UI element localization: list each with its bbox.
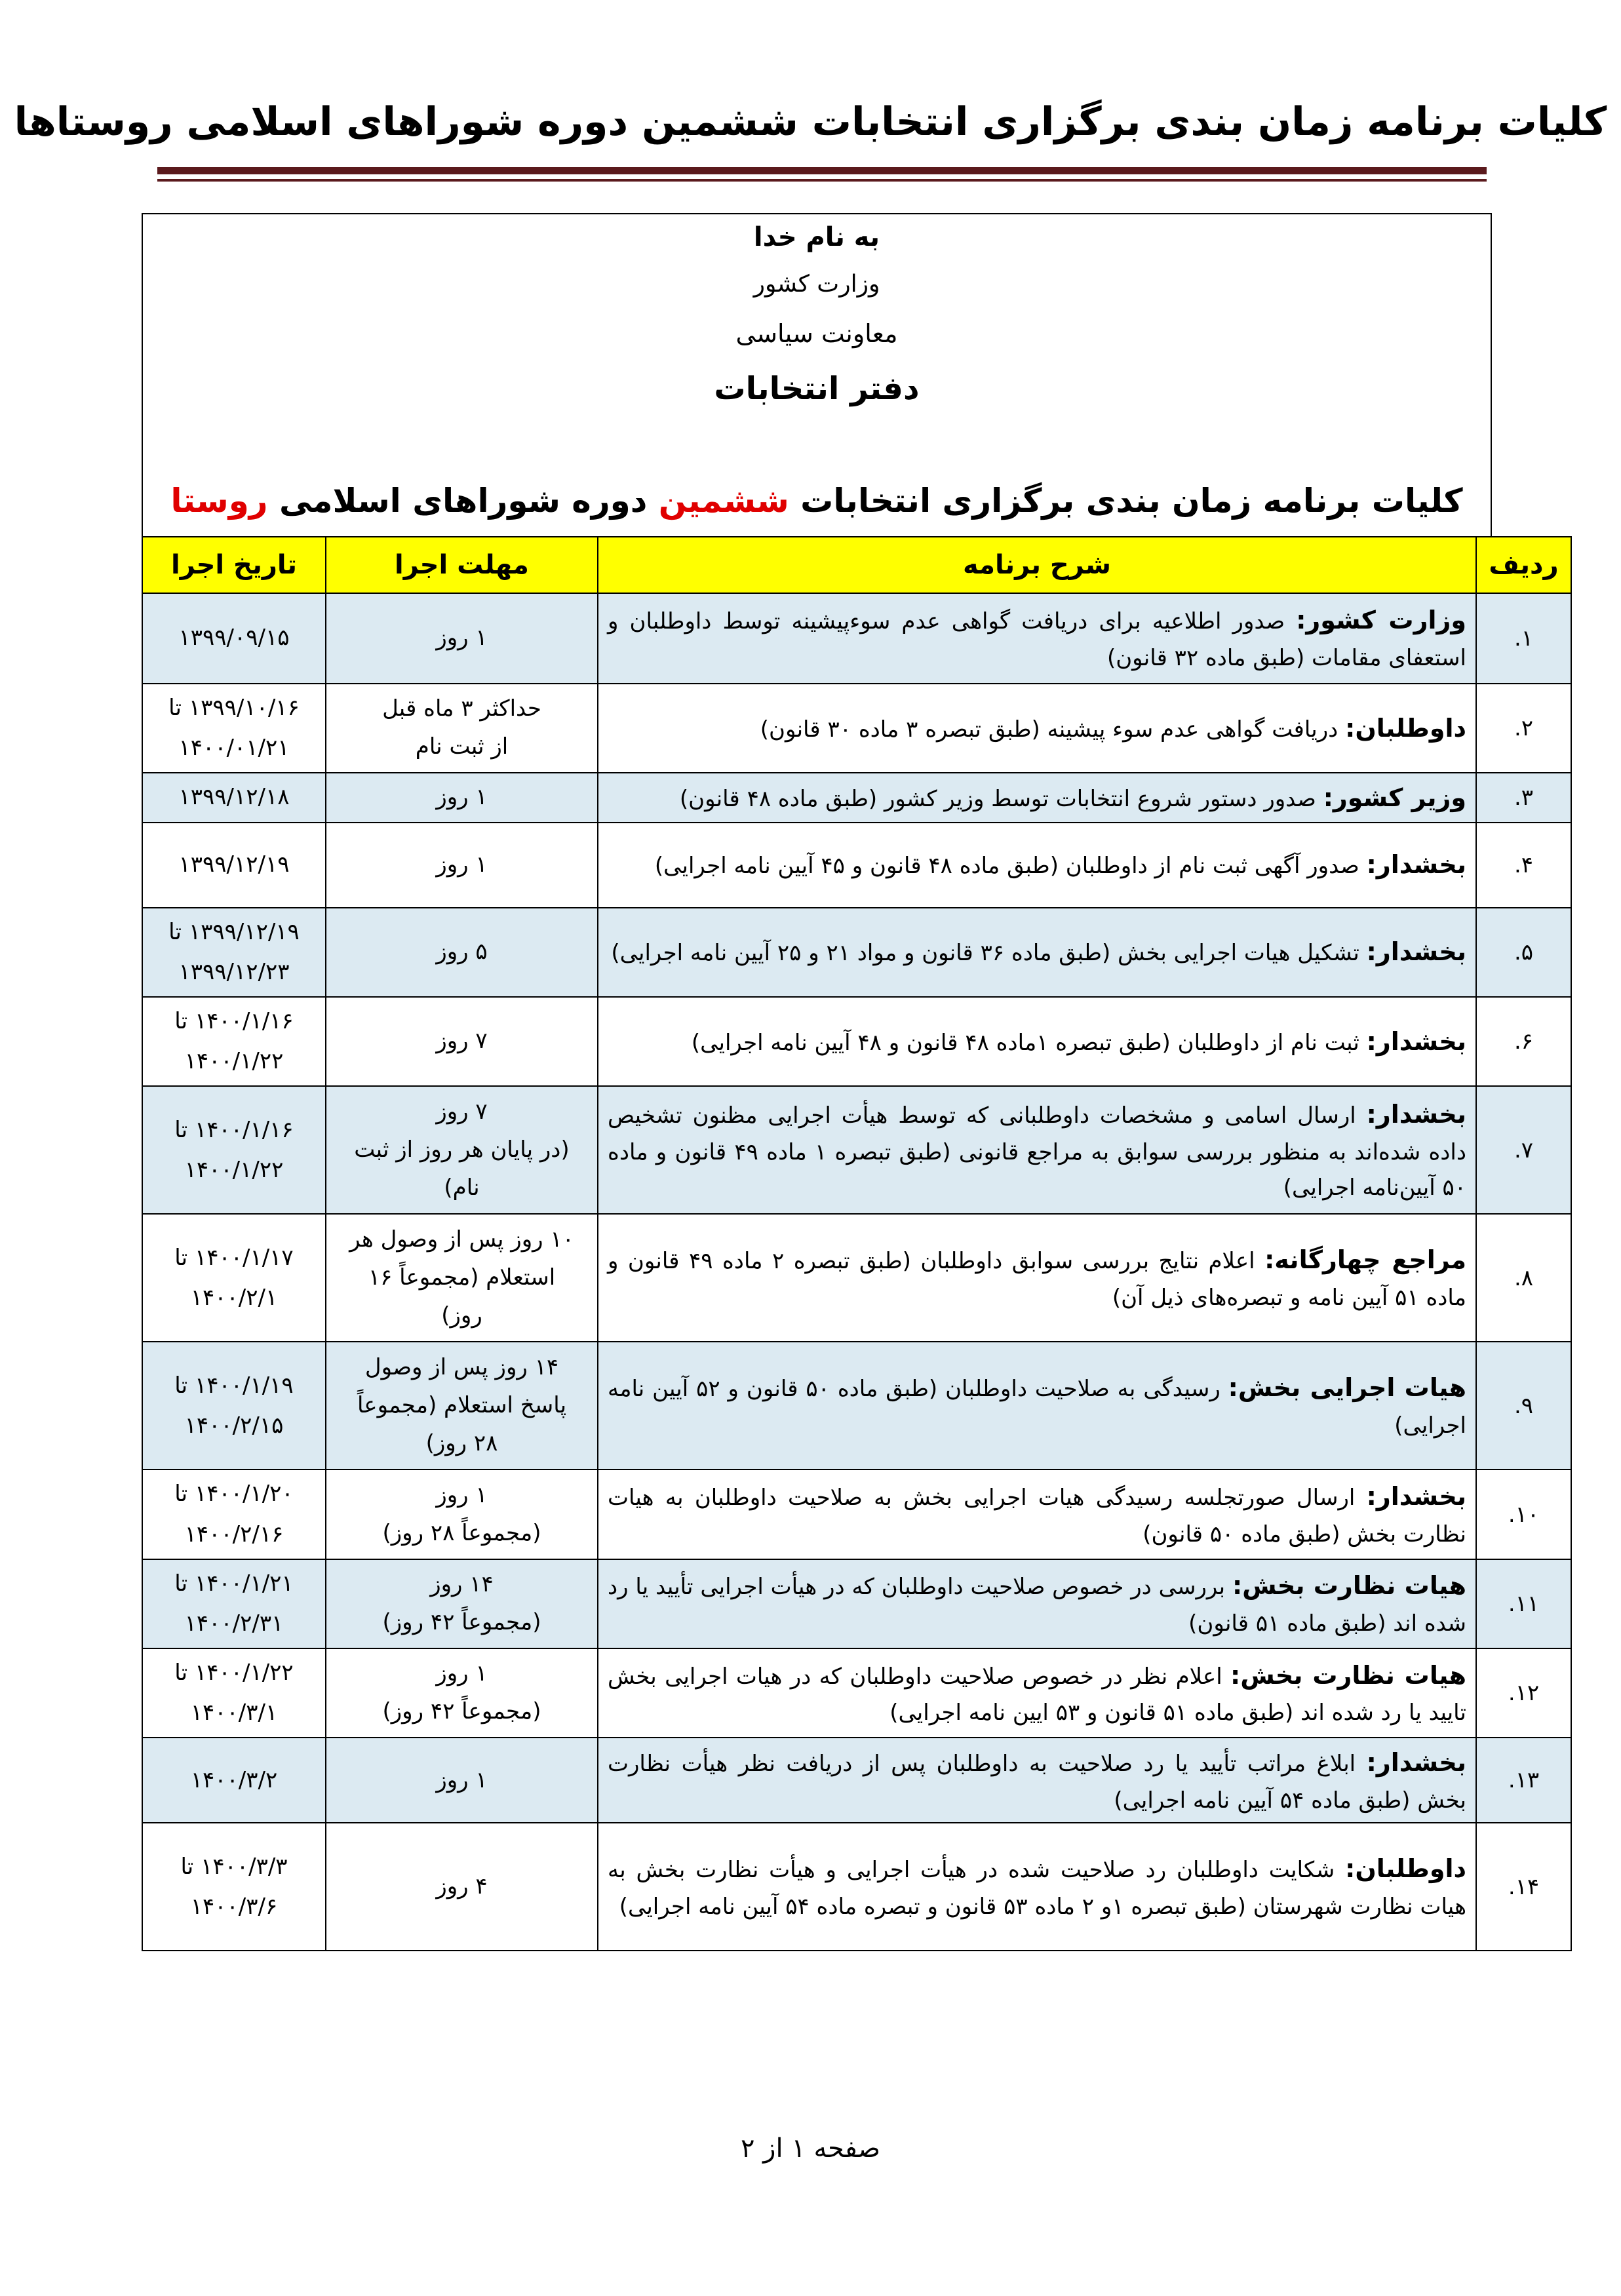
duration-line: استعلام (مجموعاً ۱۶ [368,1264,556,1291]
duration-line: نام) [444,1174,480,1201]
row-date [142,997,326,1086]
row-duration [326,1214,598,1342]
row-date [142,1469,326,1559]
duration-line: ۷ روز [436,1099,488,1125]
date-line: ۱۴۰۰/۳/۶ [190,1893,278,1920]
row-duration [326,593,598,684]
row-number: ۱۴. [1476,1823,1571,1951]
row-duration [326,1342,598,1469]
table-row [142,684,1571,773]
row-number: ۱۱. [1476,1559,1571,1648]
duration-line: حداکثر ۳ ماه قبل [382,695,541,722]
row-description [598,684,1476,773]
table-row [142,908,1571,997]
row-date [142,773,326,822]
date-line: ۱۳۹۹/۱۲/۱۹ تا [168,918,300,945]
table-row [142,1559,1571,1648]
row-text: صدور اطلاعیه برای دریافت گواهی عدم سوءپیشینه توسط داوطلبان و استعفای مقامات (طبق ماده ۳۲ قانون) [608,608,1466,672]
date-line: ۱۴۰۰/۲/۱۵ [184,1412,284,1439]
row-actor: بخشدار: [1366,1747,1466,1777]
row-date [142,1214,326,1342]
row-actor: بخشدار: [1366,1481,1466,1511]
row-number: ۲. [1476,684,1571,773]
row-number: ۴. [1476,823,1571,908]
table-row [142,773,1571,822]
row-text: ابلاغ مراتب تأیید یا رد صلاحیت به داوطلبان پس از دریافت نظر هیأت نظارت بخش (طبق ماده ۵۴ آیین نامه اجرایی) [608,1750,1466,1814]
row-date [142,1342,326,1469]
row-duration [326,908,598,997]
table-header-row [142,537,1571,593]
row-text: ارسال اسامی و مشخصات داوطلبانی که توسط هیأت اجرایی مظنون تشخیص داده شده‌اند به منظور بررسی سوابق به مراجع قانونی (طبق تبصره ۱ ماده ۴۹ قانون و ماده ۵۰ آیین‌نامه اجرایی) [608,1102,1466,1201]
row-actor: بخشدار: [1366,1100,1466,1129]
date-line: ۱۴۰۰/۱/۱۶ تا [174,1116,294,1143]
row-actor: وزیر کشور: [1323,783,1466,812]
date-line: ۱۴۰۰/۰۱/۲۱ [178,735,290,762]
table-row [142,823,1571,908]
row-description [598,1342,1476,1469]
duration-line: پاسخ استعلام (مجموعاً [357,1391,567,1418]
date-line: ۱۳۹۹/۰۹/۱۵ [178,625,290,652]
duration-line: ۱ روز [436,784,488,811]
row-description [598,1469,1476,1559]
row-description [598,1086,1476,1214]
row-description [598,997,1476,1086]
date-line: ۱۳۹۹/۱۲/۱۸ [178,784,290,811]
row-text: بررسی در خصوص صلاحیت داوطلبان که در هیأت اجرایی تأیید یا رد شده اند (طبق ماده ۵۱ قانون) [608,1574,1466,1637]
date-line: ۱۴۰۰/۳/۳ تا [180,1853,288,1880]
row-number: ۱۰. [1476,1469,1571,1559]
page-header: کلیات برنامه زمان بندی برگزاری انتخابات ششمین دوره شوراهای اسلامی روستاها [14,99,1607,145]
row-text: دریافت گواهی عدم سوء پیشینه (طبق تبصره ۳ ماده ۳۰ قانون) [760,716,1346,743]
duration-line: ۱ روز [436,851,488,878]
page-footer: صفحه ۱ از ۲ [740,2133,880,2164]
row-text: شکایت داوطلبان رد صلاحیت شده در هیأت اجرایی و هیأت نظارت بخش به هیات نظارت شهرستان (طبق تبصره ۱و ۲ ماده ۵۳ قانون و تبصره ماده ۵۴ آیین نامه اجرایی) [608,1857,1466,1920]
duration-line: (در پایان هر روز از ثبت [354,1136,570,1163]
row-duration [326,1738,598,1823]
row-actor: بخشدار: [1366,850,1466,880]
row-duration [326,1469,598,1559]
date-line: ۱۴۰۰/۲/۱۶ [184,1521,284,1547]
date-line: ۱۴۰۰/۱/۲۲ تا [174,1660,294,1686]
row-number: ۱۲. [1476,1648,1571,1738]
row-duration [326,1648,598,1738]
date-line: ۱۴۰۰/۱/۱۶ تا [174,1007,294,1034]
row-date [142,823,326,908]
row-actor: هیات اجرایی بخش: [1228,1373,1466,1403]
duration-line: (مجموعاً ۴۲ روز) [382,1698,541,1725]
col-header-row: ردیف [1476,537,1571,593]
row-date [142,1823,326,1951]
row-text: صدور دستور شروع انتخابات توسط وزیر کشور (طبق ماده ۴۸ قانون) [679,785,1323,812]
duration-line: (مجموعاً ۴۲ روز) [382,1608,541,1635]
row-date [142,1738,326,1823]
row-date [142,1086,326,1214]
table-row [142,1823,1571,1951]
row-date [142,684,326,773]
row-text: ارسال صورتجلسه رسیدگی هیات اجرایی بخش به صلاحیت داوطلبان به هیات نظارت بخش (طبق ماده ۵۰ قانون) [608,1484,1466,1547]
duration-line: ۱ روز [436,1481,488,1508]
row-description [598,1738,1476,1823]
duration-line: ۵ روز [436,938,488,965]
date-line: ۱۴۰۰/۱/۲۲ [184,1156,284,1183]
row-description [598,1823,1476,1951]
row-duration [326,1086,598,1214]
row-text: ثبت نام از داوطلبان (طبق تبصره ۱ماده ۴۸ قانون و ۴۸ آیین نامه اجرایی) [691,1029,1367,1056]
date-line: ۱۴۰۰/۱/۲۲ [184,1048,284,1075]
row-number: ۷. [1476,1086,1571,1214]
date-line: ۱۴۰۰/۳/۲ [190,1766,278,1793]
duration-line: ۷ روز [436,1028,488,1055]
intro-box [142,213,1492,536]
row-actor: هیات نظارت بخش: [1230,1660,1466,1690]
row-description [598,1648,1476,1738]
row-actor: وزارت کشور: [1296,606,1466,635]
row-description [598,908,1476,997]
row-text: تشکیل هیات اجرایی بخش (طبق ماده ۳۶ قانون و مواد ۲۱ و ۲۵ آیین نامه اجرایی) [611,940,1367,967]
row-actor: داوطلبان: [1345,1854,1466,1884]
duration-line: ۱ روز [436,625,488,652]
row-date [142,908,326,997]
row-number: ۸. [1476,1214,1571,1342]
row-duration [326,823,598,908]
duration-line: روز) [441,1302,482,1329]
row-duration [326,1823,598,1951]
table-row [142,997,1571,1086]
duration-line: ۴ روز [436,1873,488,1900]
duration-line: ۲۸ روز) [425,1430,498,1456]
ministry-name: وزارت کشور [753,271,880,298]
row-duration [326,997,598,1086]
row-number: ۱. [1476,593,1571,684]
table-row [142,1648,1571,1738]
date-line: ۱۳۹۹/۱۲/۲۳ [178,958,290,985]
bismillah: به نام خدا [753,222,880,252]
table-title: کلیات برنامه زمان بندی برگزاری انتخابات ششمین دوره شوراهای اسلامی روستا [170,482,1463,520]
row-duration [326,773,598,822]
table-row [142,1342,1571,1469]
duration-line: ۱ روز [436,1766,488,1793]
row-description [598,1559,1476,1648]
table-row [142,1086,1571,1214]
row-text: رسیدگی به صلاحیت داوطلبان (طبق ماده ۵۰ قانون و ۵۲ آیین نامه اجرایی) [608,1376,1466,1439]
table-row [142,593,1571,684]
duration-line: (مجموعاً ۲۸ روز) [382,1519,541,1546]
schedule-table [142,536,1572,1951]
row-description [598,773,1476,822]
date-line: ۱۴۰۰/۲/۳۱ [184,1610,284,1637]
date-line: ۱۴۰۰/۱/۲۰ تا [174,1481,294,1508]
row-actor: هیات نظارت بخش: [1232,1571,1466,1601]
table-row [142,1214,1571,1342]
row-date [142,1559,326,1648]
date-line: ۱۴۰۰/۱/۲۱ تا [174,1570,294,1597]
row-actor: مراجع چهارگانه: [1264,1245,1466,1275]
duration-line: ۱۴ روز پس از وصول [364,1354,559,1381]
duration-line: از ثبت نام [415,733,509,760]
date-line: ۱۳۹۹/۱۰/۱۶ تا [168,695,300,721]
row-number: ۳. [1476,773,1571,822]
row-description [598,593,1476,684]
row-number: ۹. [1476,1342,1571,1469]
row-number: ۱۳. [1476,1738,1571,1823]
row-date [142,593,326,684]
row-text: صدور آگهی ثبت نام از داوطلبان (طبق ماده ۴۸ قانون و ۴۵ آیین نامه اجرایی) [654,853,1367,880]
col-header-desc: شرح برنامه [598,537,1476,593]
date-line: ۱۳۹۹/۱۲/۱۹ [178,851,290,878]
row-date [142,1648,326,1738]
duration-line: ۱۴ روز [430,1571,494,1598]
row-text: اعلام نظر در خصوص صلاحیت داوطلبان که در هیات اجرایی بخش تایید یا رد شده اند (طبق ماده ۵۱ قانون و ۵۳ ایین نامه اجرایی) [608,1663,1466,1726]
date-line: ۱۴۰۰/۱/۱۷ تا [174,1244,294,1271]
duration-line: ۱ روز [436,1660,488,1687]
table-row [142,1469,1571,1559]
col-header-date: تاریخ اجرا [142,537,326,593]
date-line: ۱۴۰۰/۱/۱۹ تا [174,1372,294,1399]
row-description [598,823,1476,908]
row-text: اعلام نتایج بررسی سوابق داوطلبان (طبق تبصره ۲ ماده ۴۹ قانون و ماده ۵۱ آیین نامه و تبصره‌های ذیل آن) [608,1248,1466,1312]
date-line: ۱۴۰۰/۲/۱ [190,1284,278,1311]
row-description [598,1214,1476,1342]
row-actor: داوطلبان: [1345,713,1466,743]
row-duration [326,1559,598,1648]
office-name: دفتر انتخابات [714,370,920,407]
deputy-name: معاونت سیاسی [735,319,898,348]
row-number: ۵. [1476,908,1571,997]
duration-line: ۱۰ روز پس از وصول هر [349,1226,574,1253]
header-rule-thick [157,167,1487,174]
row-duration [326,684,598,773]
row-actor: بخشدار: [1366,1026,1466,1056]
date-line: ۱۴۰۰/۳/۱ [190,1700,278,1726]
row-actor: بخشدار: [1366,937,1466,967]
table-row [142,1738,1571,1823]
col-header-duration: مهلت اجرا [326,537,598,593]
header-rule-thin [157,179,1487,182]
row-number: ۶. [1476,997,1571,1086]
